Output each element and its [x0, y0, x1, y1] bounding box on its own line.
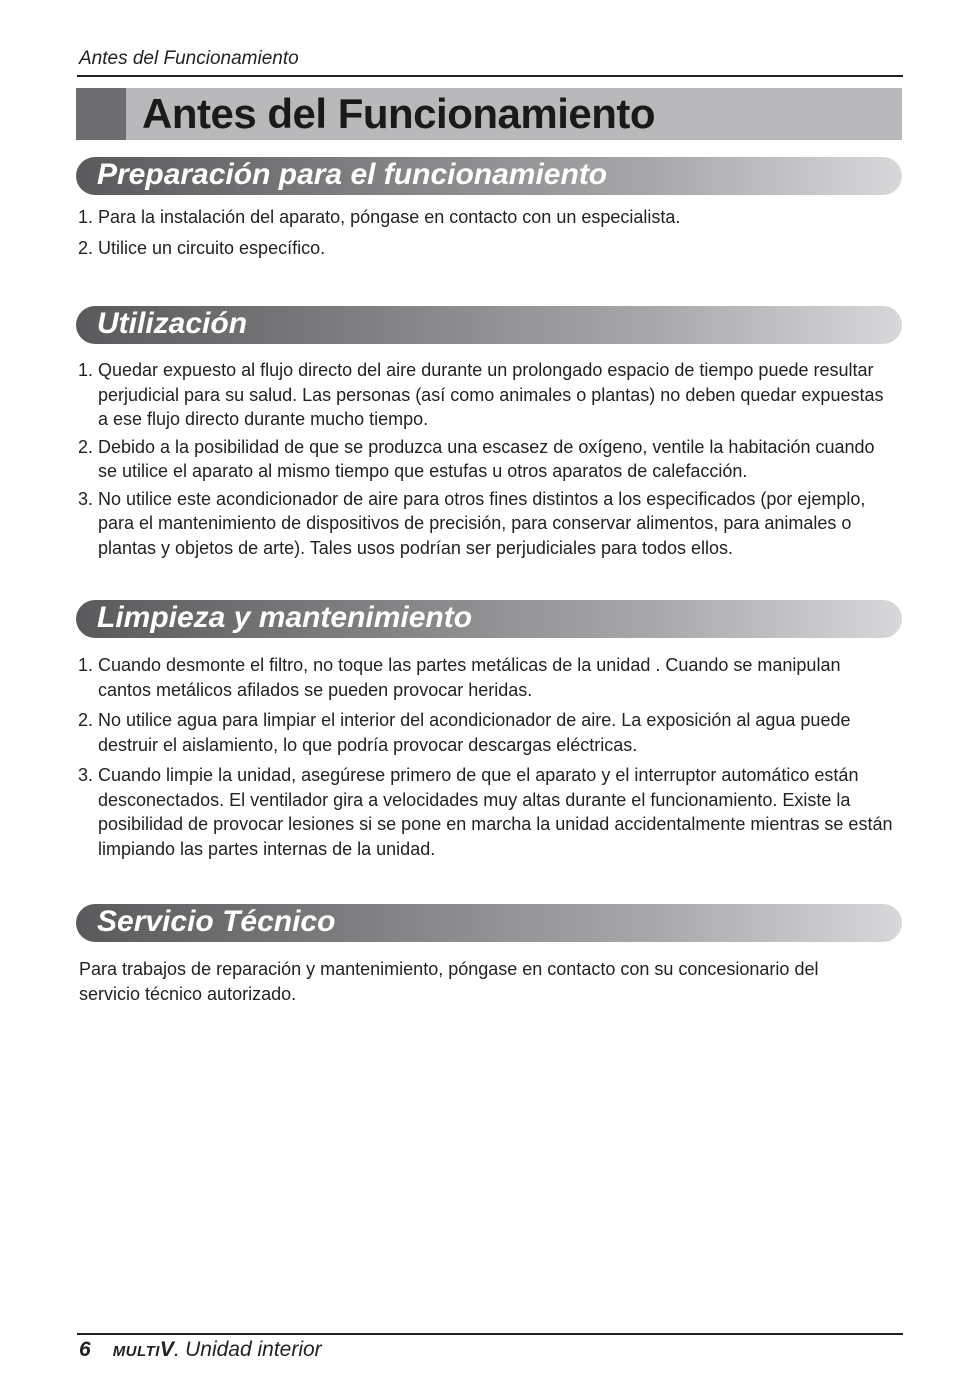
header-rule [77, 75, 903, 77]
list-item [78, 435, 898, 484]
item-text: Cuando limpie la unidad, asegúrese primero de que el aparato y el interruptor automático están desconectados. El ventilador gira a velocidades muy altas durante el funcionamiento. Existe la posibilidad de provocar lesiones si se pone en marcha la unidad accidentalmente mientras se están limpiando las partes internas de la unidad. [98, 765, 893, 859]
item-text: Cuando desmonte el filtro, no toque las partes metálicas de la unidad . Cuando se manipulan cantos metálicos afilados se pueden provocar heridas. [98, 655, 841, 700]
section-title: Limpieza y mantenimiento [97, 601, 473, 634]
title-block [76, 88, 126, 140]
list-utilizacion [78, 358, 898, 560]
list-item [78, 487, 898, 561]
footer [79, 1338, 322, 1362]
title-bar [76, 88, 902, 140]
running-header: Antes del Funcionamiento [79, 48, 299, 69]
item-text: Quedar expuesto al flujo directo del aire durante un prolongado espacio de tiempo puede resultar perjudicial para su salud. Las personas (así como animales o plantas) no deben quedar expuestas a ese flujo directo durante mucho tiempo. [98, 360, 884, 429]
item-number: 1. [78, 207, 94, 227]
item-text: Para la instalación del aparato, póngase en contacto con un especialista. [98, 207, 681, 227]
list-preparacion [78, 205, 898, 260]
item-number: 3. [78, 765, 94, 785]
logo-v: V [159, 1338, 175, 1361]
section-title: Servicio Técnico [97, 905, 336, 938]
logo-text: MULTI [112, 1343, 160, 1360]
list-item [78, 236, 898, 261]
item-number: 2. [78, 436, 94, 457]
item-number: 1. [78, 360, 94, 380]
item-number: 2. [78, 710, 94, 730]
multi-v-logo: MULTIV. [112, 1338, 180, 1361]
section-bar-limpieza [76, 600, 902, 638]
item-text: Utilice un circuito específico. [98, 237, 326, 258]
footer-label: Unidad interior [185, 1338, 322, 1361]
list-item [78, 358, 898, 432]
item-text: No utilice este acondicionador de aire para otros fines distintos a los especificados (por ejemplo, para el mantenimiento de dispositivos de precisión, para conservar alimentos, para animales o plantas y objetos de arte). Tales usos podrían ser perjudiciales para todos ellos. [98, 488, 866, 558]
page-title: Antes del Funcionamiento [142, 90, 656, 137]
section-title: Utilización [97, 307, 248, 340]
page-number: 6 [79, 1338, 91, 1361]
service-paragraph: Para trabajos de reparación y mantenimiento, póngase en contacto con su concesionario del servicio técnico autorizado. [79, 959, 819, 1004]
section-bar-servicio [76, 904, 902, 942]
section-bar-utilizacion [76, 306, 902, 344]
item-text: No utilice agua para limpiar el interior del acondicionador de aire. La exposición al agua puede destruir el aislamiento, lo que podría provocar descargas eléctricas. [98, 710, 851, 755]
item-number: 3. [78, 488, 94, 509]
section-title: Preparación para el funcionamiento [97, 158, 608, 191]
list-item [78, 708, 898, 757]
item-number: 2. [78, 237, 94, 258]
list-limpieza [78, 653, 898, 861]
section-bar-preparacion [76, 157, 902, 195]
item-number: 1. [78, 655, 94, 675]
footer-rule [77, 1333, 903, 1335]
item-text: Debido a la posibilidad de que se produzca una escasez de oxígeno, ventile la habitación cuando se utilice el aparato al mismo tiempo que estufas u otros aparatos de calefacción. [98, 436, 875, 481]
list-item [78, 653, 898, 702]
list-item [78, 205, 898, 230]
list-item [78, 763, 898, 861]
